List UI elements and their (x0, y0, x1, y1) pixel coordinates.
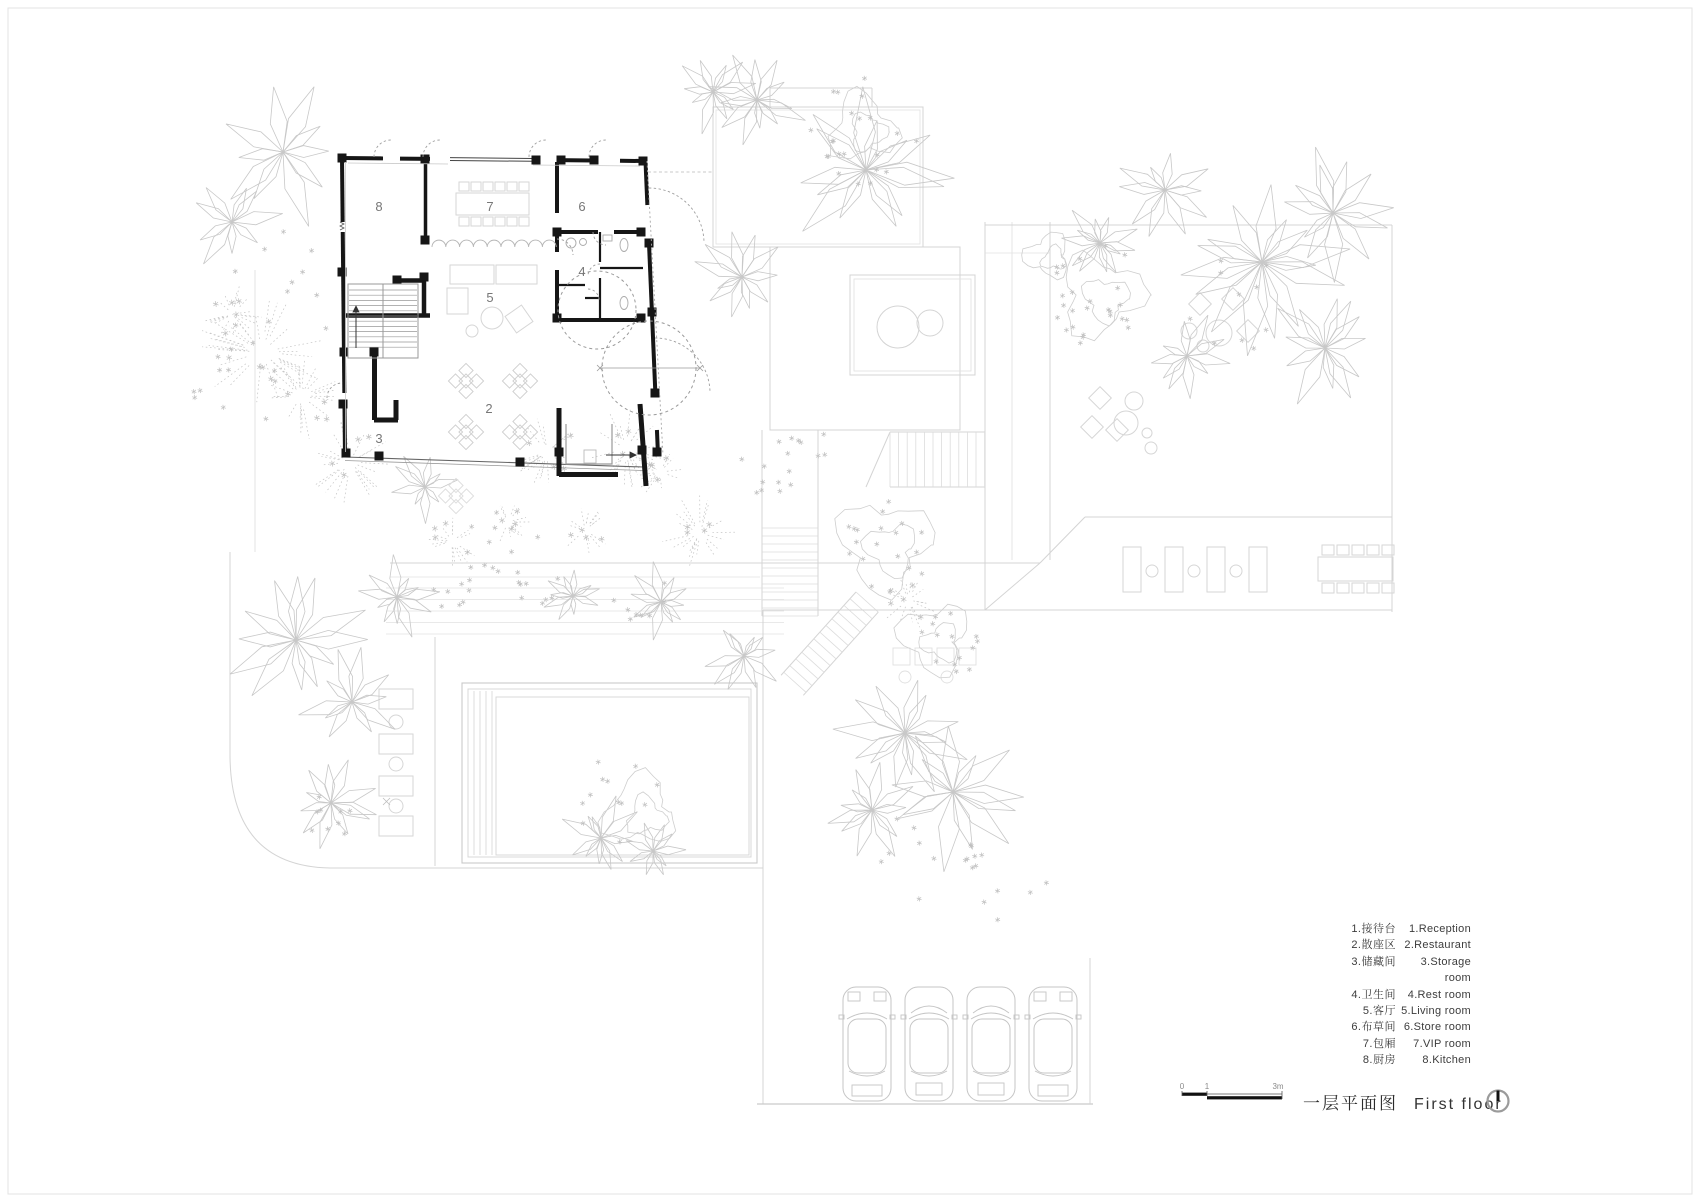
building-plan (327, 140, 710, 514)
scale-label-1: 1 (1204, 1082, 1210, 1091)
room-label-kitchen: 8 (375, 199, 383, 214)
room-label-store: 6 (578, 199, 586, 214)
scale-segment-long (1207, 1096, 1282, 1099)
legend-en: 1.Reception (1408, 923, 1471, 935)
legend-en: 7.VIP room (1413, 1037, 1471, 1050)
legend-cn: 1.接待台 (1351, 923, 1396, 935)
legend-cn: 4.卫生间 (1351, 988, 1396, 1001)
legend-row (1330, 1003, 1471, 1019)
legend-en: 8.Kitchen (1422, 1054, 1471, 1067)
drawing-title (1303, 1089, 1503, 1114)
legend-en: 5.Living room (1401, 1005, 1471, 1018)
legend-en: 4.Rest room (1407, 988, 1471, 1001)
legend (1330, 921, 1471, 1069)
legend-row (1330, 921, 1471, 937)
room-label-vip: 7 (486, 199, 494, 214)
legend-cn: 3.储藏间 (1351, 955, 1396, 968)
legend-en: 2.Restaurant (1404, 939, 1471, 952)
legend-cn: 5.客厅 (1362, 1005, 1396, 1018)
legend-en: 3.Storage room (1420, 955, 1471, 985)
outdoor-furniture (379, 288, 1394, 836)
legend-cn: 6.布草间 (1351, 1021, 1396, 1034)
title-english: First floor (1414, 1096, 1503, 1113)
room-label-living: 5 (486, 290, 494, 305)
legend-cn: 2.散座区 (1351, 939, 1396, 952)
room-label-storage: 3 (375, 431, 383, 446)
legend-cn: 8.厨房 (1362, 1054, 1396, 1067)
legend-row (1330, 987, 1471, 1003)
legend-cn: 7.包厢 (1362, 1037, 1396, 1050)
scale-label-3m: 3m (1272, 1082, 1284, 1091)
planting (191, 55, 1393, 922)
legend-en: 6.Store room (1403, 1021, 1471, 1034)
legend-row (1330, 1052, 1471, 1068)
parking-cars (839, 987, 1081, 1101)
room-label-restroom: 4 (578, 264, 586, 279)
legend-row (1330, 1019, 1471, 1035)
title-chinese: 一层平面图 (1303, 1094, 1398, 1113)
scale-label-0: 0 (1179, 1082, 1185, 1091)
room-label-restaurant: 2 (485, 401, 493, 416)
legend-row (1330, 954, 1471, 987)
scale-segment-short (1182, 1093, 1207, 1096)
legend-row (1330, 937, 1471, 953)
legend-row (1330, 1036, 1471, 1052)
